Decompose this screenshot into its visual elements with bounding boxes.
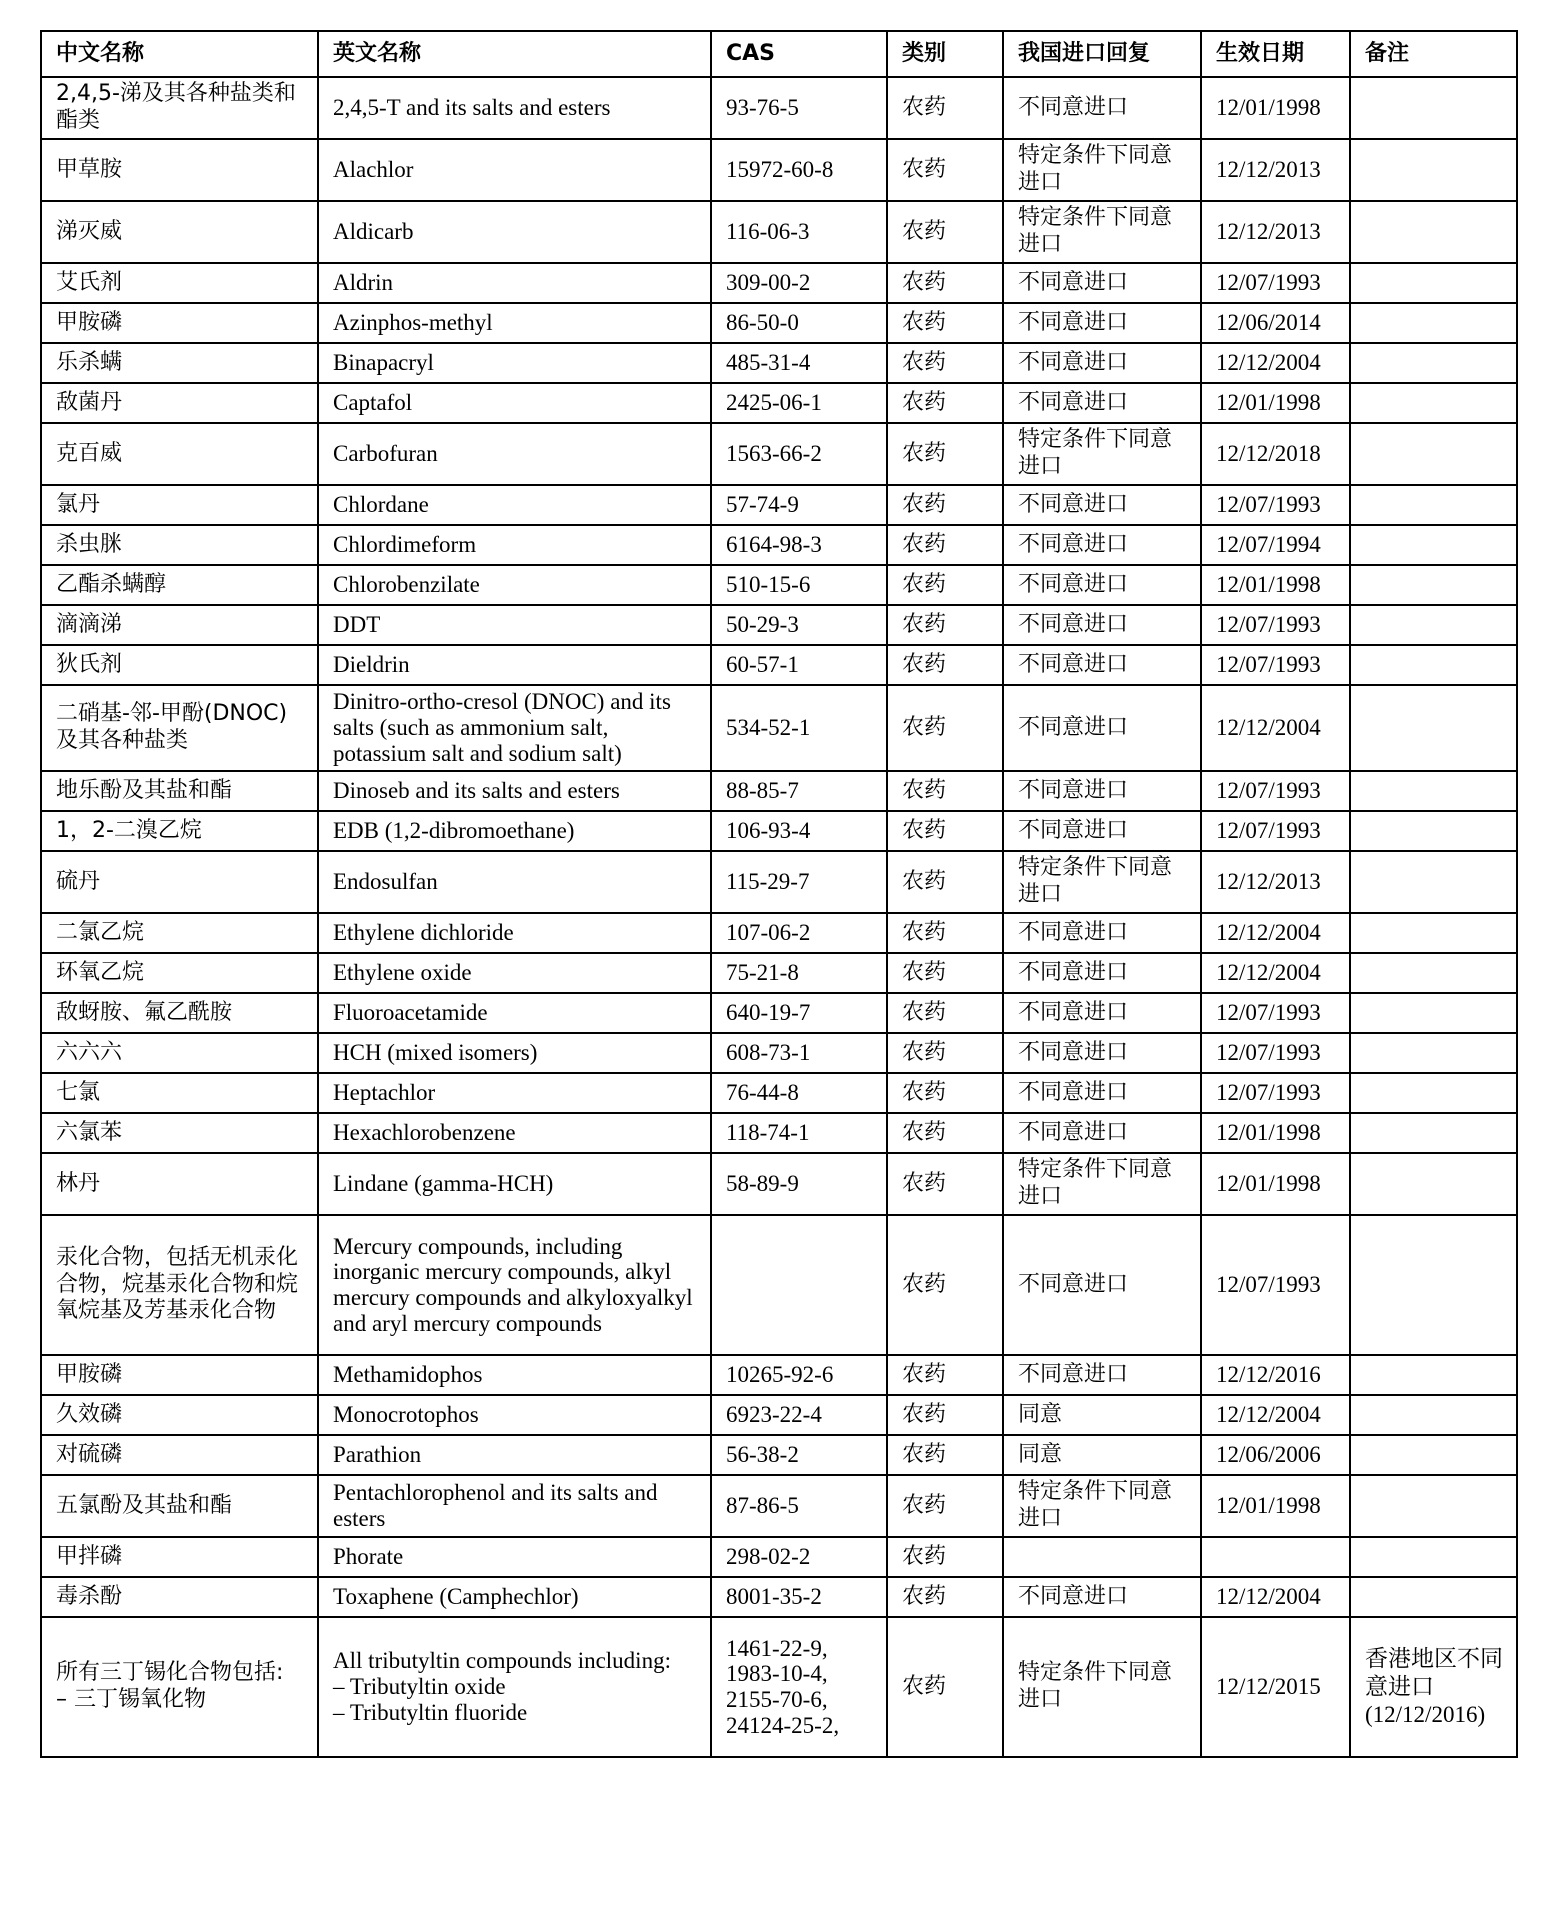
cell-remarks [1350,1435,1517,1475]
cell-cn-name: 五氯酚及其盐和酯 [41,1475,318,1537]
cell-import-reply: 不同意进口 [1003,525,1201,565]
cell-import-reply: 同意 [1003,1395,1201,1435]
table-row [41,343,1517,383]
cell-cn-name: 环氧乙烷 [41,953,318,993]
cell-cn-name: 二氯乙烷 [41,913,318,953]
table-row [41,201,1517,263]
cell-category: 农药 [887,953,1003,993]
cell-cas: 115-29-7 [711,851,887,913]
cell-category: 农药 [887,1395,1003,1435]
cell-remarks [1350,139,1517,201]
table-row [41,605,1517,645]
cell-cn-name: 所有三丁锡化合物包括: – 三丁锡氧化物 [41,1617,318,1757]
cell-cn-name: 乙酯杀螨醇 [41,565,318,605]
cell-cn-name: 克百威 [41,423,318,485]
cell-cas: 1563-66-2 [711,423,887,485]
table-row [41,1435,1517,1475]
cell-remarks [1350,1073,1517,1113]
cell-category: 农药 [887,1475,1003,1537]
cell-remarks [1350,605,1517,645]
cell-cn-name: 汞化合物，包括无机汞化合物，烷基汞化合物和烷氧烷基及芳基汞化合物 [41,1215,318,1355]
cell-effective-date: 12/07/1993 [1201,485,1350,525]
cell-cn-name: 甲胺磷 [41,303,318,343]
cell-effective-date: 12/12/2018 [1201,423,1350,485]
cell-category: 农药 [887,1355,1003,1395]
cell-remarks [1350,1113,1517,1153]
cell-cn-name: 敌蚜胺、氟乙酰胺 [41,993,318,1033]
cell-en-name: Aldrin [318,263,711,303]
cell-import-reply: 不同意进口 [1003,303,1201,343]
cell-en-name: Fluoroacetamide [318,993,711,1033]
cell-remarks [1350,1537,1517,1577]
cell-remarks [1350,201,1517,263]
cell-effective-date: 12/07/1993 [1201,993,1350,1033]
cell-effective-date: 12/01/1998 [1201,1153,1350,1215]
cell-cas: 6164-98-3 [711,525,887,565]
cell-en-name: 2,4,5-T and its salts and esters [318,77,711,139]
cell-remarks [1350,913,1517,953]
cell-remarks [1350,993,1517,1033]
cell-effective-date [1201,1537,1350,1577]
table-row [41,1395,1517,1435]
cell-import-reply: 不同意进口 [1003,263,1201,303]
cell-remarks [1350,77,1517,139]
cell-remarks [1350,525,1517,565]
cell-cas: 87-86-5 [711,1475,887,1537]
cell-category: 农药 [887,201,1003,263]
table-row [41,525,1517,565]
cell-category: 农药 [887,1577,1003,1617]
cell-cas [711,1215,887,1355]
cell-en-name: Monocrotophos [318,1395,711,1435]
cell-cn-name: 毒杀酚 [41,1577,318,1617]
cell-effective-date: 12/01/1998 [1201,565,1350,605]
cell-en-name: Heptachlor [318,1073,711,1113]
cell-cas: 75-21-8 [711,953,887,993]
cell-en-name: Hexachlorobenzene [318,1113,711,1153]
cell-import-reply: 不同意进口 [1003,1355,1201,1395]
cell-en-name: HCH (mixed isomers) [318,1033,711,1073]
cell-remarks [1350,645,1517,685]
cell-en-name: Dinitro-ortho-cresol (DNOC) and its salts (such as ammonium salt, potassium salt and sodium salt) [318,685,711,771]
cell-cn-name: 六氯苯 [41,1113,318,1153]
cell-cn-name: 久效磷 [41,1395,318,1435]
cell-cas: 10265-92-6 [711,1355,887,1395]
cell-en-name: EDB (1,2-dibromoethane) [318,811,711,851]
cell-category: 农药 [887,1153,1003,1215]
cell-category: 农药 [887,139,1003,201]
table-row [41,1537,1517,1577]
cell-effective-date: 12/01/1998 [1201,383,1350,423]
table-row [41,851,1517,913]
table-row [41,1113,1517,1153]
cell-remarks [1350,1215,1517,1355]
cell-cas: 50-29-3 [711,605,887,645]
cell-en-name: Chlordimeform [318,525,711,565]
cell-cn-name: 狄氏剂 [41,645,318,685]
cell-cas: 106-93-4 [711,811,887,851]
table-row [41,139,1517,201]
cell-cas: 298-02-2 [711,1537,887,1577]
cell-effective-date: 12/12/2004 [1201,343,1350,383]
header-cn-name: 中文名称 [41,31,318,77]
cell-category: 农药 [887,851,1003,913]
cell-remarks [1350,343,1517,383]
cell-remarks [1350,1475,1517,1537]
cell-category: 农药 [887,913,1003,953]
table-row [41,1617,1517,1757]
cell-effective-date: 12/12/2013 [1201,139,1350,201]
cell-effective-date: 12/07/1993 [1201,263,1350,303]
cell-cas: 510-15-6 [711,565,887,605]
header-category: 类别 [887,31,1003,77]
cell-import-reply: 不同意进口 [1003,485,1201,525]
table-header-row [41,31,1517,77]
cell-import-reply: 不同意进口 [1003,1033,1201,1073]
cell-cn-name: 杀虫脒 [41,525,318,565]
table-row [41,1215,1517,1355]
cell-effective-date: 12/06/2014 [1201,303,1350,343]
cell-en-name: Mercury compounds, including inorganic mercury compounds, alkyl mercury compounds and alkyloxyalkyl and aryl mercury compounds [318,1215,711,1355]
cell-import-reply: 特定条件下同意进口 [1003,423,1201,485]
table-row [41,953,1517,993]
chemical-import-table [40,30,1518,1758]
cell-effective-date: 12/12/2004 [1201,1577,1350,1617]
cell-category: 农药 [887,485,1003,525]
cell-remarks [1350,953,1517,993]
cell-cn-name: 滴滴涕 [41,605,318,645]
cell-cn-name: 林丹 [41,1153,318,1215]
cell-import-reply [1003,1537,1201,1577]
cell-import-reply: 不同意进口 [1003,1073,1201,1113]
header-cas: CAS [711,31,887,77]
cell-en-name: Chlorobenzilate [318,565,711,605]
cell-en-name: Carbofuran [318,423,711,485]
cell-import-reply: 不同意进口 [1003,913,1201,953]
cell-cas: 116-06-3 [711,201,887,263]
cell-en-name: Binapacryl [318,343,711,383]
cell-category: 农药 [887,771,1003,811]
cell-category: 农药 [887,525,1003,565]
cell-cas: 534-52-1 [711,685,887,771]
cell-effective-date: 12/12/2004 [1201,913,1350,953]
cell-effective-date: 12/07/1993 [1201,605,1350,645]
cell-en-name: Dinoseb and its salts and esters [318,771,711,811]
cell-cn-name: 七氯 [41,1073,318,1113]
cell-remarks [1350,1033,1517,1073]
table-row [41,993,1517,1033]
cell-cn-name: 甲胺磷 [41,1355,318,1395]
cell-import-reply: 不同意进口 [1003,771,1201,811]
cell-cas: 118-74-1 [711,1113,887,1153]
cell-cas: 86-50-0 [711,303,887,343]
table-row [41,1033,1517,1073]
cell-cn-name: 乐杀螨 [41,343,318,383]
cell-remarks [1350,1577,1517,1617]
cell-cas: 485-31-4 [711,343,887,383]
cell-en-name: Aldicarb [318,201,711,263]
cell-import-reply: 不同意进口 [1003,77,1201,139]
cell-remarks [1350,811,1517,851]
cell-category: 农药 [887,77,1003,139]
cell-en-name: Endosulfan [318,851,711,913]
cell-import-reply: 不同意进口 [1003,1215,1201,1355]
cell-effective-date: 12/07/1994 [1201,525,1350,565]
table-row [41,263,1517,303]
cell-en-name: Methamidophos [318,1355,711,1395]
cell-en-name: Pentachlorophenol and its salts and esters [318,1475,711,1537]
table-row [41,685,1517,771]
cell-en-name: Lindane (gamma-HCH) [318,1153,711,1215]
cell-import-reply: 特定条件下同意进口 [1003,1617,1201,1757]
cell-effective-date: 12/12/2016 [1201,1355,1350,1395]
cell-en-name: Toxaphene (Camphechlor) [318,1577,711,1617]
cell-remarks [1350,423,1517,485]
cell-category: 农药 [887,1435,1003,1475]
cell-effective-date: 12/07/1993 [1201,1073,1350,1113]
cell-import-reply: 特定条件下同意进口 [1003,851,1201,913]
cell-en-name: Phorate [318,1537,711,1577]
cell-category: 农药 [887,343,1003,383]
cell-cn-name: 甲拌磷 [41,1537,318,1577]
cell-remarks [1350,771,1517,811]
cell-import-reply: 不同意进口 [1003,645,1201,685]
cell-category: 农药 [887,263,1003,303]
header-en-name: 英文名称 [318,31,711,77]
cell-import-reply: 不同意进口 [1003,1577,1201,1617]
header-effective-date: 生效日期 [1201,31,1350,77]
cell-cas: 76-44-8 [711,1073,887,1113]
cell-category: 农药 [887,1537,1003,1577]
cell-cn-name: 甲草胺 [41,139,318,201]
cell-en-name: Dieldrin [318,645,711,685]
cell-import-reply: 不同意进口 [1003,993,1201,1033]
cell-category: 农药 [887,1215,1003,1355]
cell-cn-name: 六六六 [41,1033,318,1073]
document-page [40,30,1518,1758]
cell-effective-date: 12/07/1993 [1201,1215,1350,1355]
table-row [41,913,1517,953]
cell-en-name: Parathion [318,1435,711,1475]
table-row [41,565,1517,605]
cell-cn-name: 硫丹 [41,851,318,913]
cell-cas: 58-89-9 [711,1153,887,1215]
cell-import-reply: 不同意进口 [1003,685,1201,771]
cell-cn-name: 二硝基-邻-甲酚(DNOC)及其各种盐类 [41,685,318,771]
cell-cas: 608-73-1 [711,1033,887,1073]
cell-cn-name: 艾氏剂 [41,263,318,303]
cell-category: 农药 [887,383,1003,423]
table-row [41,1153,1517,1215]
cell-effective-date: 12/01/1998 [1201,77,1350,139]
cell-category: 农药 [887,565,1003,605]
cell-cas: 56-38-2 [711,1435,887,1475]
cell-effective-date: 12/12/2004 [1201,685,1350,771]
cell-category: 农药 [887,423,1003,485]
cell-import-reply: 特定条件下同意进口 [1003,1153,1201,1215]
cell-effective-date: 12/12/2015 [1201,1617,1350,1757]
cell-effective-date: 12/12/2004 [1201,953,1350,993]
cell-category: 农药 [887,1113,1003,1153]
cell-en-name: Ethylene oxide [318,953,711,993]
cell-category: 农药 [887,1033,1003,1073]
table-row [41,1577,1517,1617]
table-row [41,1355,1517,1395]
cell-import-reply: 不同意进口 [1003,343,1201,383]
cell-category: 农药 [887,645,1003,685]
cell-effective-date: 12/07/1993 [1201,811,1350,851]
cell-cas: 8001-35-2 [711,1577,887,1617]
cell-import-reply: 不同意进口 [1003,811,1201,851]
header-remarks: 备注 [1350,31,1517,77]
cell-en-name: Captafol [318,383,711,423]
cell-en-name: All tributyltin compounds including: – Tributyltin oxide – Tributyltin fluoride [318,1617,711,1757]
cell-cas: 60-57-1 [711,645,887,685]
cell-remarks [1350,1395,1517,1435]
cell-cas: 93-76-5 [711,77,887,139]
table-row [41,77,1517,139]
cell-remarks [1350,685,1517,771]
cell-category: 农药 [887,1073,1003,1113]
table-row [41,1073,1517,1113]
cell-cas: 2425-06-1 [711,383,887,423]
cell-cn-name: 对硫磷 [41,1435,318,1475]
cell-category: 农药 [887,1617,1003,1757]
cell-remarks [1350,851,1517,913]
cell-remarks [1350,303,1517,343]
table-row [41,811,1517,851]
cell-effective-date: 12/01/1998 [1201,1113,1350,1153]
cell-effective-date: 12/07/1993 [1201,771,1350,811]
cell-remarks [1350,263,1517,303]
table-row [41,485,1517,525]
cell-remarks [1350,1153,1517,1215]
cell-en-name: Ethylene dichloride [318,913,711,953]
cell-cas: 57-74-9 [711,485,887,525]
cell-effective-date: 12/07/1993 [1201,1033,1350,1073]
cell-effective-date: 12/06/2006 [1201,1435,1350,1475]
cell-effective-date: 12/12/2004 [1201,1395,1350,1435]
cell-category: 农药 [887,605,1003,645]
cell-import-reply: 特定条件下同意进口 [1003,1475,1201,1537]
cell-category: 农药 [887,303,1003,343]
cell-remarks [1350,565,1517,605]
cell-import-reply: 不同意进口 [1003,953,1201,993]
cell-cn-name: 1，2-二溴乙烷 [41,811,318,851]
cell-import-reply: 特定条件下同意进口 [1003,139,1201,201]
table-row [41,383,1517,423]
cell-remarks: 香港地区不同意进口(12/12/2016) [1350,1617,1517,1757]
table-row [41,303,1517,343]
cell-en-name: DDT [318,605,711,645]
table-body [41,77,1517,1757]
cell-import-reply: 不同意进口 [1003,605,1201,645]
cell-cas: 309-00-2 [711,263,887,303]
cell-effective-date: 12/07/1993 [1201,645,1350,685]
cell-remarks [1350,485,1517,525]
cell-category: 农药 [887,685,1003,771]
cell-effective-date: 12/01/1998 [1201,1475,1350,1537]
cell-import-reply: 不同意进口 [1003,383,1201,423]
cell-import-reply: 不同意进口 [1003,1113,1201,1153]
cell-remarks [1350,1355,1517,1395]
table-row [41,1475,1517,1537]
cell-category: 农药 [887,811,1003,851]
cell-remarks [1350,383,1517,423]
table-row [41,423,1517,485]
cell-cas: 15972-60-8 [711,139,887,201]
table-row [41,771,1517,811]
cell-cn-name: 地乐酚及其盐和酯 [41,771,318,811]
cell-cn-name: 2,4,5-涕及其各种盐类和酯类 [41,77,318,139]
cell-category: 农药 [887,993,1003,1033]
cell-import-reply: 不同意进口 [1003,565,1201,605]
header-import-reply: 我国进口回复 [1003,31,1201,77]
cell-en-name: Alachlor [318,139,711,201]
cell-en-name: Chlordane [318,485,711,525]
cell-effective-date: 12/12/2013 [1201,851,1350,913]
cell-cas: 1461-22-9, 1983-10-4, 2155-70-6, 24124-25-2, [711,1617,887,1757]
cell-cas: 640-19-7 [711,993,887,1033]
table-row [41,645,1517,685]
cell-cn-name: 氯丹 [41,485,318,525]
cell-import-reply: 特定条件下同意进口 [1003,201,1201,263]
cell-cas: 107-06-2 [711,913,887,953]
cell-import-reply: 同意 [1003,1435,1201,1475]
cell-cas: 6923-22-4 [711,1395,887,1435]
cell-en-name: Azinphos-methyl [318,303,711,343]
cell-effective-date: 12/12/2013 [1201,201,1350,263]
cell-cas: 88-85-7 [711,771,887,811]
cell-cn-name: 涕灭威 [41,201,318,263]
cell-cn-name: 敌菌丹 [41,383,318,423]
